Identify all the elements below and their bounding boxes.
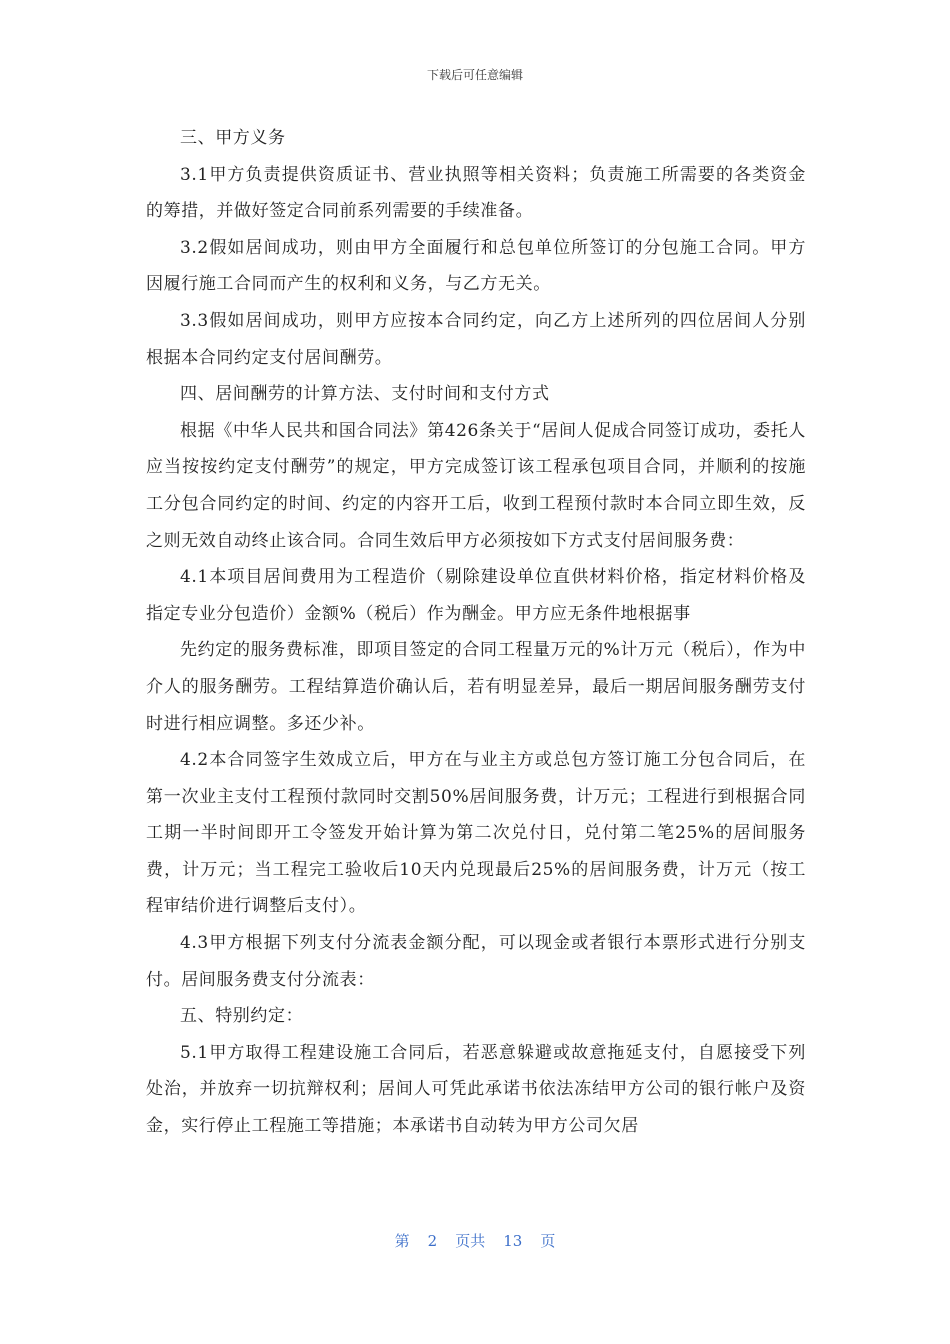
document-body xyxy=(146,120,806,1145)
clause-3-1: 3.1甲方负责提供资质证书、营业执照等相关资料；负责施工所需要的各类资金的筹措，并做好签定合同前系列需要的手续准备。 xyxy=(146,164,806,222)
section-4-intro: 根据《中华人民共和国合同法》第426条关于“居间人促成合同签订成功，委托人应当按按约定支付酬劳”的规定，甲方完成签订该工程承包项目合同，并顺利的按施工分包合同约定的时间、约定的内容开工后，收到工程预付款时本合同立即生效，反之则无效自动终止该合同。合同生效后甲方必须按如下方式支付居间服务费： xyxy=(146,420,806,551)
clause-4-3: 4.3甲方根据下列支付分流表金额分配，可以现金或者银行本票形式进行分别支付。居间服务费支付分流表： xyxy=(146,933,806,990)
page-header: 下载后可任意编辑 xyxy=(426,68,523,82)
clause-4-1-continued: 先约定的服务费标准，即项目签定的合同工程量万元的%计万元（税后），作为中介人的服务酬劳。工程结算造价确认后，若有明显差异，最后一期居间服务酬劳支付时进行相应调整。多还少补。 xyxy=(146,640,806,734)
section-heading-3: 三、甲方义务 xyxy=(180,128,286,148)
section-heading-4: 四、居间酬劳的计算方法、支付时间和支付方式 xyxy=(180,384,550,405)
footer-page-prefix: 第 xyxy=(394,1232,410,1250)
section-heading-5: 五、特别约定： xyxy=(180,1006,304,1027)
clause-5-1: 5.1甲方取得工程建设施工合同后，若恶意躲避或故意拖延支付，自愿接受下列处治，并放弃一切抗辩权利；居间人可凭此承诺书依法冻结甲方公司的银行帐户及资金，实行停止工程施工等措施；本承诺书自动转为甲方公司欠居 xyxy=(146,1042,806,1137)
clause-3-3: 3.3假如居间成功，则甲方应按本合同约定，向乙方上述所列的四位居间人分别根据本合同约定支付居间酬劳。 xyxy=(146,310,806,368)
page-footer xyxy=(0,1230,950,1251)
footer-page-suffix: 页 xyxy=(540,1232,556,1250)
clause-3-2: 3.2假如居间成功，则由甲方全面履行和总包单位所签订的分包施工合同。甲方因履行施工合同而产生的权利和义务，与乙方无关。 xyxy=(146,237,806,295)
footer-total-pages: 13 xyxy=(503,1232,523,1250)
footer-page-middle: 页共 xyxy=(455,1232,486,1250)
clause-4-2: 4.2本合同签字生效成立后，甲方在与业主方或总包方签订施工分包合同后，在第一次业主支付工程预付款同时交割50%居间服务费，计万元；工程进行到根据合同工期一半时间即开工令签发开始计算为第二次兑付日，兑付第二笔25%的居间服务费，计万元；当工程完工验收后10天内兑现最后25%的居间服务费，计万元（按工程审结价进行调整后支付）。 xyxy=(146,750,806,917)
clause-4-1: 4.1本项目居间费用为工程造价（剔除建设单位直供材料价格，指定材料价格及指定专业分包造价）金额%（税后）作为酬金。甲方应无条件地根据事 xyxy=(146,567,806,624)
footer-page-number: 2 xyxy=(427,1232,438,1250)
